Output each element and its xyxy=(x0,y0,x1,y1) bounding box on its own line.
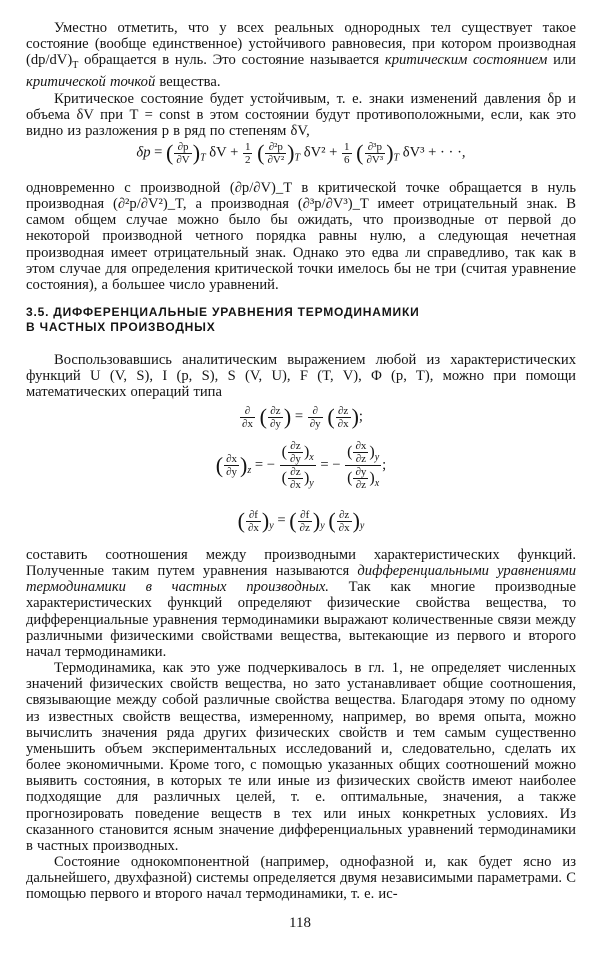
paragraph-critical-state: Уместно отметить, что у всех реальных однородных тел существует такое состояние (вообще единственное) устойчивого равновесия, при котором производная $(dp/dV)_T$ обращается в нуль. Это состояние называется критическим состоянием или критической точкой вещества. xyxy=(26,20,576,91)
section-heading xyxy=(26,305,576,335)
paragraph-differential-equations: составить соотношения между производными характеристических функций. Полученные таким путем уравнения называются дифференциальными уравнениями термодинамики в частных производных. Так как многие производные характеристических функций определяют физические свойства вещества, то дифференциальные уравнения термодинамики выражают количественные связи между различными физическими свойствами вещества, вытекающие из первого и второго начал термодинамики. xyxy=(26,547,576,660)
intro-text xyxy=(26,20,576,139)
equation-expansion: δp = ( $\frac{\partial p}{\partial V}$ )$_T$ δV + $\frac{1}{2}$ ( $\frac{\text{∂²p}}{\text{∂V²}}$ )$_T$ δV² + $\frac{1}{6}$ ( $\frac{\text{∂³p}}{\text{∂V³}}$ )$_T$ δV³ + · · ·, xyxy=(136,140,466,166)
equation-cyclic-relation: ( $\frac{\partial x}{\partial y}$ )$_z$ = − ( $\frac{\partial z}{\partial y}$ )$_x$ ( $\frac{\partial z}{\partial x}$ )$_y$ = − ( $\frac{\partial x}{\partial z}$ )$_y$ ( $\frac{\partial y}{\partial z}$ )$_x$ ; xyxy=(215,440,387,491)
paragraph-single-component: Состояние однокомпонентной (например, однофазной и, как будет ясно из дальнейшего, двухфазной) системы определяется двумя независимыми параметрами. С помощью первого и второго начал термодинамики, т. е. ис- xyxy=(26,853,576,903)
equation-mixed-derivatives: $\frac{\partial}{\partial x}$ ( $\frac{\partial z}{\partial y}$ ) = $\frac{\partial}{\partial y}$ ( $\frac{\partial z}{\partial x}$ ); xyxy=(242,404,363,430)
section-intro-text xyxy=(26,352,576,400)
section-title-line2: В ЧАСТНЫХ ПРОИЗВОДНЫХ xyxy=(26,320,216,334)
section-number: 3.5. xyxy=(26,305,50,319)
equation-chain-rule: ( $\frac{\partial f}{\partial x}$ )$_y$ = ( $\frac{\partial f}{\partial z}$ )$_y$ ( $\frac{\partial z}{\partial x}$ )$_y$ xyxy=(237,508,365,534)
paragraph-stability: Критическое состояние будет устойчивым, т. е. знаки изменений давления δp и объема δV при T = const в этом состоянии будут противоположными, если, как это видно из разложения p в ряд по степеням δV, xyxy=(26,90,576,139)
paragraph-characteristic-functions: Воспользовавшись аналитическим выражением любой из характеристических функций U (V, S), I (p, S), S (V, U), F (T, V), Φ (p, T), можно при помощи математических операций типа xyxy=(26,352,576,401)
section-title-line1: ДИФФЕРЕНЦИАЛЬНЫЕ УРАВНЕНИЯ ТЕРМОДИНАМИКИ xyxy=(53,305,420,319)
paragraph-thermodynamics-role: Термодинамика, как это уже подчеркивалось в гл. 1, не определяет численных значений физических свойств вещества, но зато устанавливает общие соотношения, связывающие между собой различные свойства вещества. Благодаря этому по одному из известных свойств вещества, измеренному, например, во время опыта, можно вычислить значения ряда других физических свойств и тем самым существенно уменьшить объем экспериментальных исследований и, следовательно, сделать их более экономичными. Кроме того, с помощью указанных общих соотношений можно выявить состояния, в которых те или иные из физических свойств имеют наиболее подходящие для различных целей, т. е. оптимальные, значения, а также прогнозировать поведение веществ в тех или иных конкретных условиях. Из сказанного становится ясным значение дифференциальных уравнений термодинамики в частных производных. xyxy=(26,660,576,854)
section-body-text xyxy=(26,547,576,902)
paragraph-derivatives: одновременно с производной (∂p/∂V)_T в критической точке обращается в нуль производная (∂²p/∂V²)_T, а производная (∂³p/∂V³)_T имеет отрицательный знак. В самом общем случае можно было бы ожидать, что производные от первой до некоторой производной четного порядка равны нулю, а следующая нечетная производная имеет отрицательный знак. Однако это едва ли справедливо, так как в этом случае для определения критической точки имелось бы не три (считая уравнение состояния), а большее число уравнений. xyxy=(26,180,576,293)
critical-point-text xyxy=(26,180,576,293)
page-number: 118 xyxy=(289,915,311,931)
